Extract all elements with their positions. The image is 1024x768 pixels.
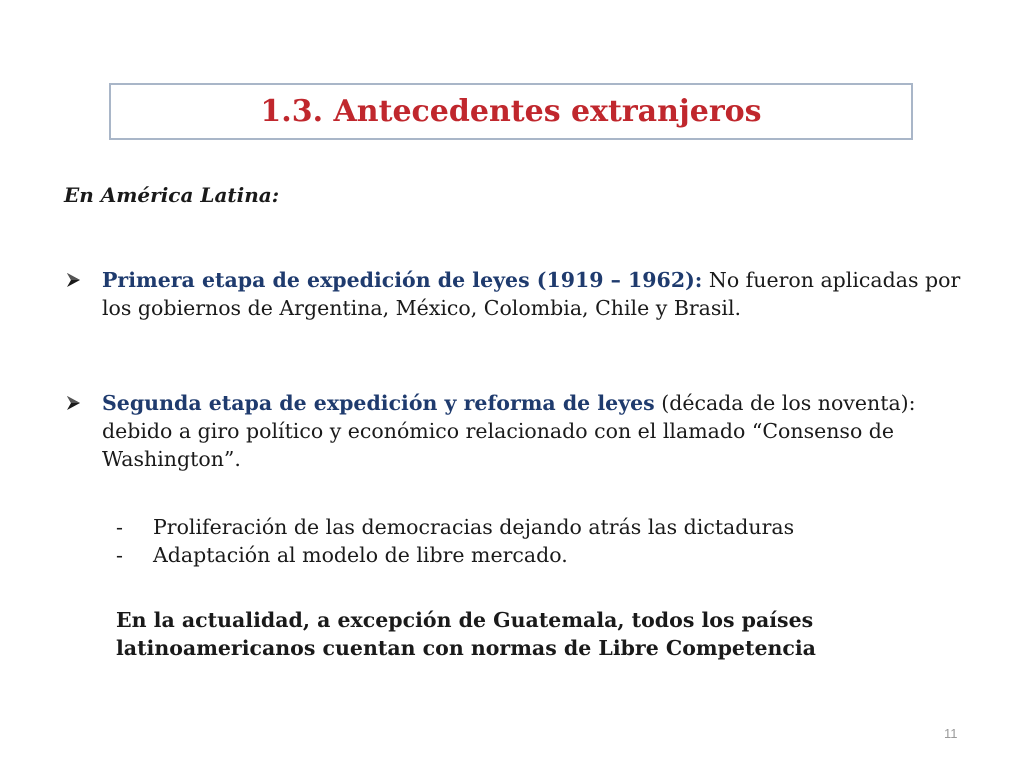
bullet-text: No fueron aplicadas por los gobiernos de Argentina, México, Colombia, Chile y Brasil. xyxy=(102,268,961,320)
list-item-text: Adaptación al modelo de libre mercado. xyxy=(153,543,568,567)
dash-marker: - xyxy=(116,515,123,539)
arrow-bullet-icon xyxy=(64,266,84,294)
list-item-text: Proliferación de las democracias dejando atrás las dictaduras xyxy=(153,515,795,539)
arrow-bullet-icon xyxy=(64,389,84,417)
page-number: 11 xyxy=(944,726,958,741)
bullet-heading: Primera etapa de expedición de leyes (1919 – 1962): xyxy=(102,268,703,292)
bullet-item-second-stage xyxy=(64,389,964,473)
section-subtitle: En América Latina: xyxy=(64,183,280,207)
dash-marker: - xyxy=(116,543,123,567)
bullet-item-first-stage xyxy=(64,266,964,322)
list-item xyxy=(116,541,976,569)
list-item xyxy=(116,513,976,541)
bullet-heading: Segunda etapa de expedición y reforma de leyes xyxy=(102,391,655,415)
slide-title: 1.3. Antecedentes extranjeros xyxy=(260,94,762,129)
slide-title-box xyxy=(109,83,913,140)
dash-list xyxy=(116,513,976,569)
bullet-text: (década de los noventa): debido a giro político y económico relacionado con el llamado “Consenso de Washington”. xyxy=(102,391,916,471)
closing-statement: En la actualidad, a excepción de Guatemala, todos los países latinoamericanos cuentan con normas de Libre Competencia xyxy=(116,608,816,660)
